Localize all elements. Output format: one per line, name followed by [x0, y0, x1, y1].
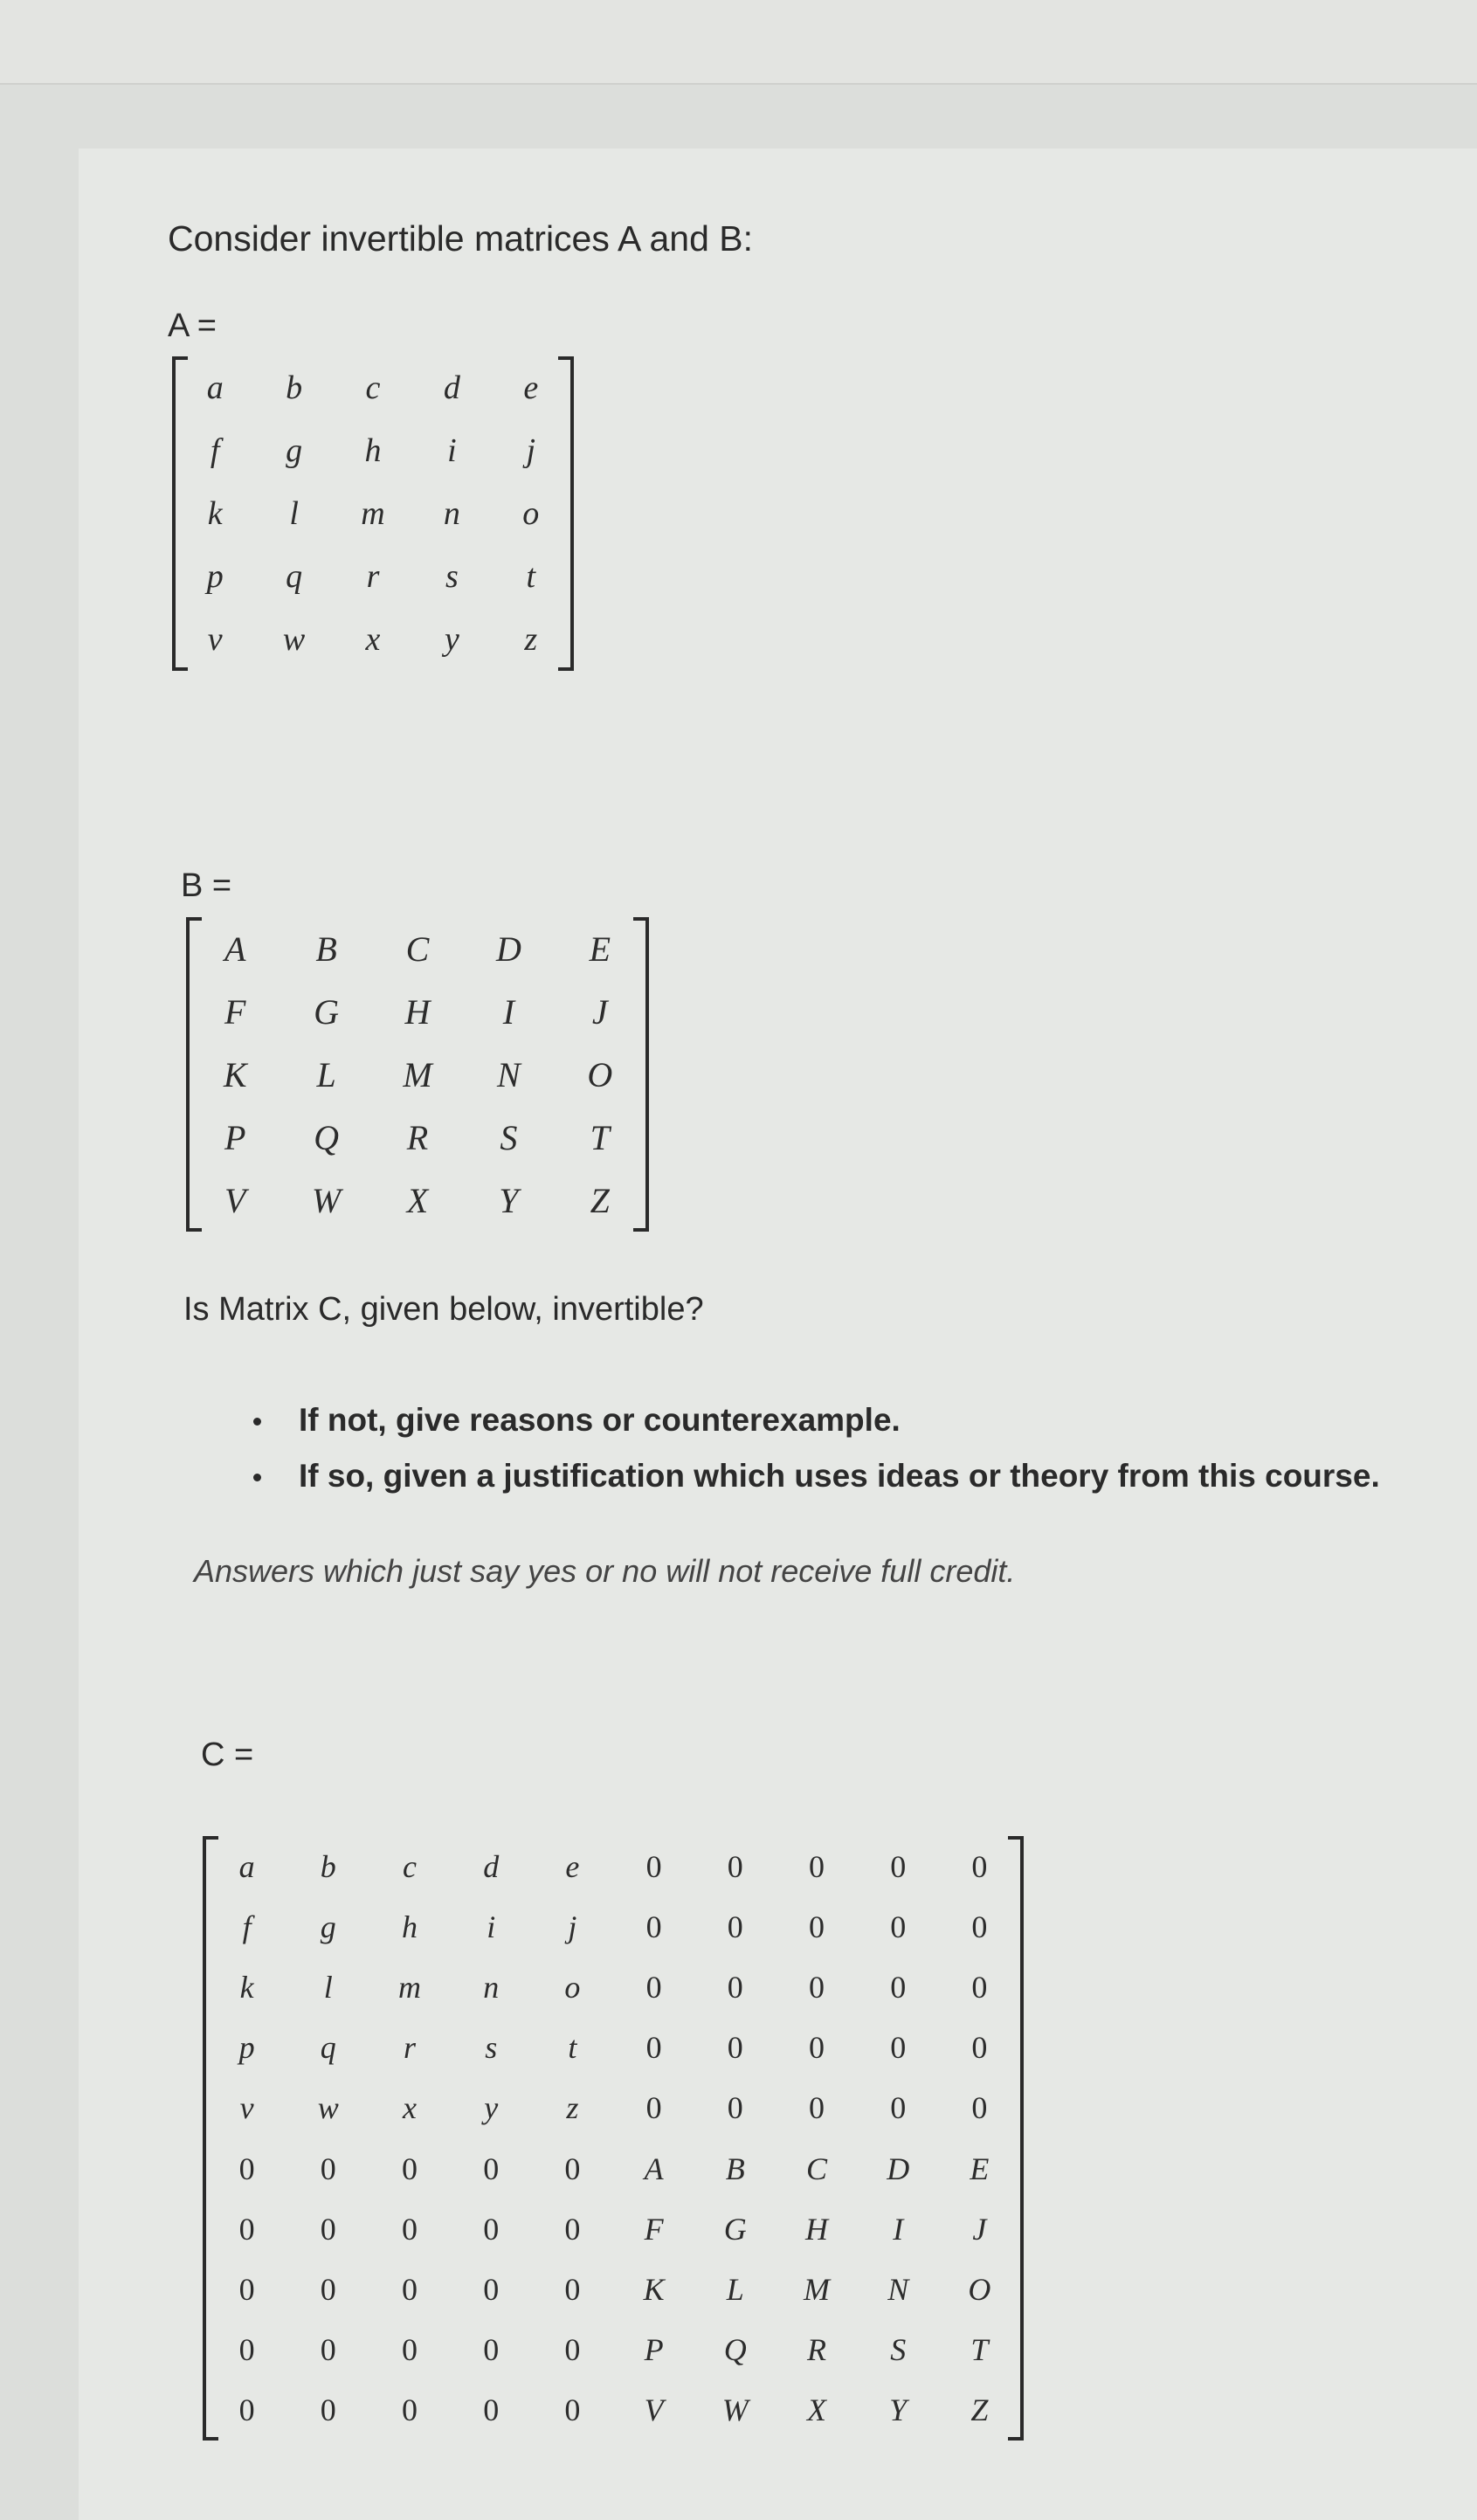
matrix-c-entry: 0 — [808, 1848, 825, 1884]
matrix-c-entry: 0 — [645, 2090, 662, 2126]
matrix-a-entry: h — [364, 432, 382, 469]
matrix-c-entry: 0 — [483, 2271, 500, 2307]
matrix-b-label: B = — [181, 867, 232, 904]
matrix-b-entry: E — [589, 929, 611, 969]
matrix-c-entry: i — [487, 1909, 496, 1944]
matrix-a-entry: s — [445, 558, 459, 595]
page-top-bar — [0, 0, 1477, 85]
matrix-a-entry: p — [206, 558, 224, 595]
matrix-c-entry: P — [644, 2332, 664, 2368]
matrix-c-entry: d — [483, 1848, 500, 1884]
matrix-b — [186, 917, 649, 1232]
matrix-b-entry: N — [497, 1054, 521, 1094]
matrix-c-entry: 0 — [890, 2090, 907, 2126]
matrix-b-entry: H — [404, 991, 431, 1032]
matrix-b-entry: W — [311, 1180, 342, 1220]
matrix-b-entry: Z — [590, 1180, 610, 1220]
credit-note: Answers which just say yes or no will not receive full credit. — [194, 1553, 1016, 1589]
matrix-a-entry: o — [522, 495, 540, 532]
matrix-c-entry: 0 — [320, 2151, 336, 2186]
matrix-c-entry: 0 — [645, 2030, 662, 2066]
matrix-c-entry: J — [972, 2211, 987, 2247]
matrix-c-entry: B — [725, 2151, 745, 2186]
matrix-b-entry: T — [590, 1117, 610, 1157]
matrix-c-entry: p — [238, 2030, 255, 2066]
matrix-c-entry: 0 — [564, 2392, 581, 2428]
matrix-c-entry: Q — [723, 2332, 747, 2368]
matrix-c-entry: 0 — [971, 1969, 988, 2005]
matrix-c-label: C = — [201, 1736, 254, 1773]
matrix-a-entry: m — [361, 495, 385, 532]
matrix-c-entry: j — [568, 1909, 577, 1944]
matrix-c-entry: 0 — [564, 2211, 581, 2247]
matrix-c-entry: c — [403, 1848, 417, 1884]
matrix-c-entry: 0 — [238, 2392, 255, 2428]
matrix-a-entry: a — [206, 369, 224, 406]
matrix-a-entry: j — [526, 432, 536, 469]
matrix-b-entry: J — [591, 991, 608, 1032]
instruction-list — [253, 1402, 1380, 1514]
matrix-a-entry: n — [443, 495, 460, 532]
matrix-b-entry: C — [405, 929, 430, 969]
matrix-c-entry: T — [970, 2332, 989, 2368]
matrix-c-entry: n — [483, 1969, 500, 2005]
matrix-c-entry: s — [485, 2030, 498, 2066]
matrix-a-entry: q — [286, 558, 303, 595]
matrix-c-entry: 0 — [483, 2211, 500, 2247]
matrix-c-entry: 0 — [971, 1909, 988, 1944]
matrix-c-entry: o — [564, 1969, 581, 2005]
matrix-c-entry: F — [644, 2211, 664, 2247]
instruction-item: If not, give reasons or counterexample. — [253, 1402, 1380, 1458]
matrix-c-entry: e — [565, 1848, 580, 1884]
matrix-a-entry: w — [282, 621, 306, 658]
matrix-a-grid — [176, 356, 570, 671]
matrix-c-entry: 0 — [401, 2332, 418, 2368]
matrix-b-entry: O — [587, 1054, 613, 1094]
matrix-c-entry: 0 — [808, 2030, 825, 2066]
matrix-c-entry: 0 — [971, 2030, 988, 2066]
question-text: Is Matrix C, given below, invertible? — [183, 1291, 704, 1328]
matrix-a-entry: y — [444, 621, 459, 658]
matrix-c-entry: b — [320, 1848, 336, 1884]
matrix-c-entry: x — [403, 2090, 417, 2126]
matrix-c-entry: 0 — [971, 1848, 988, 1884]
matrix-b-entry: D — [495, 929, 521, 969]
matrix-a-entry: z — [524, 621, 538, 658]
matrix-b-entry: K — [223, 1054, 247, 1094]
matrix-c-entry: z — [566, 2090, 579, 2126]
matrix-b-entry: R — [406, 1117, 429, 1157]
matrix-c-entry: w — [317, 2090, 339, 2126]
matrix-c-entry: 0 — [971, 2090, 988, 2126]
matrix-c-entry: g — [320, 1909, 336, 1944]
matrix-c-entry: 0 — [320, 2332, 336, 2368]
matrix-c-entry: N — [887, 2271, 909, 2307]
matrix-b-entry: I — [502, 991, 515, 1032]
matrix-b-entry: G — [314, 991, 340, 1032]
matrix-c-entry: 0 — [890, 1848, 907, 1884]
matrix-c-entry: 0 — [238, 2271, 255, 2307]
matrix-c-entry: y — [484, 2090, 499, 2126]
matrix-c-entry: 0 — [645, 1909, 662, 1944]
matrix-c-entry: 0 — [890, 1909, 907, 1944]
matrix-c-entry: L — [726, 2271, 744, 2307]
matrix-c-entry: h — [401, 1909, 418, 1944]
matrix-c-entry: G — [723, 2211, 747, 2247]
matrix-c-entry: 0 — [727, 2030, 743, 2066]
matrix-a — [172, 356, 574, 671]
matrix-c-entry: 0 — [401, 2271, 418, 2307]
matrix-c-entry: C — [805, 2151, 827, 2186]
matrix-c-entry: K — [643, 2271, 665, 2307]
matrix-c-entry: D — [887, 2151, 910, 2186]
matrix-b-entry: L — [316, 1054, 336, 1094]
matrix-a-entry: e — [523, 369, 539, 406]
matrix-a-entry: f — [210, 432, 220, 469]
matrix-c-grid — [206, 1836, 1020, 2441]
matrix-a-entry: d — [443, 369, 460, 406]
matrix-c-entry: l — [323, 1969, 333, 2005]
matrix-c-entry: A — [644, 2151, 664, 2186]
matrix-a-entry: r — [366, 558, 380, 595]
matrix-c-entry: 0 — [890, 2030, 907, 2066]
matrix-a-entry: l — [289, 495, 299, 532]
matrix-b-grid — [190, 917, 645, 1232]
matrix-c-entry: Z — [970, 2392, 989, 2428]
matrix-c-entry: 0 — [564, 2332, 581, 2368]
matrix-c-entry: a — [238, 1848, 255, 1884]
matrix-c-entry: m — [397, 1969, 421, 2005]
matrix-c — [203, 1836, 1024, 2441]
matrix-b-entry: F — [224, 991, 246, 1032]
matrix-a-entry: b — [286, 369, 303, 406]
matrix-c-entry: 0 — [320, 2271, 336, 2307]
matrix-b-entry: V — [224, 1180, 246, 1220]
matrix-b-entry: M — [403, 1054, 432, 1094]
matrix-c-entry: V — [644, 2392, 664, 2428]
matrix-c-entry: X — [806, 2392, 826, 2428]
matrix-c-entry: 0 — [483, 2151, 500, 2186]
matrix-c-entry: 0 — [890, 1969, 907, 2005]
matrix-c-entry: t — [568, 2030, 577, 2066]
matrix-c-entry: M — [803, 2271, 830, 2307]
matrix-c-entry: 0 — [483, 2392, 500, 2428]
matrix-c-entry: 0 — [401, 2151, 418, 2186]
matrix-c-entry: 0 — [808, 2090, 825, 2126]
matrix-c-entry: 0 — [564, 2271, 581, 2307]
matrix-c-entry: v — [239, 2090, 254, 2126]
matrix-c-entry: 0 — [401, 2211, 418, 2247]
matrix-c-entry: 0 — [564, 2151, 581, 2186]
matrix-a-entry: v — [207, 621, 223, 658]
matrix-c-entry: 0 — [645, 1848, 662, 1884]
matrix-c-entry: 0 — [727, 2090, 743, 2126]
matrix-a-entry: x — [365, 621, 381, 658]
matrix-c-entry: 0 — [727, 1909, 743, 1944]
matrix-c-entry: 0 — [727, 1969, 743, 2005]
matrix-c-entry: q — [320, 2030, 336, 2066]
matrix-b-entry: S — [500, 1117, 518, 1157]
matrix-c-entry: f — [242, 1909, 252, 1944]
matrix-a-entry: i — [447, 432, 457, 469]
matrix-b-entry: B — [315, 929, 337, 969]
matrix-c-entry: 0 — [401, 2392, 418, 2428]
matrix-a-label: A = — [168, 307, 217, 344]
matrix-a-entry: g — [286, 432, 303, 469]
matrix-c-entry: 0 — [320, 2392, 336, 2428]
matrix-c-entry: 0 — [727, 1848, 743, 1884]
matrix-c-entry: 0 — [808, 1909, 825, 1944]
matrix-a-entry: t — [526, 558, 536, 595]
matrix-c-entry: Y — [889, 2392, 908, 2428]
matrix-c-entry: S — [890, 2332, 907, 2368]
matrix-c-entry: H — [804, 2211, 828, 2247]
instruction-item: If so, given a justification which uses ideas or theory from this course. — [253, 1458, 1380, 1514]
matrix-a-entry: k — [207, 495, 223, 532]
matrix-c-entry: r — [403, 2030, 416, 2066]
matrix-c-entry: 0 — [238, 2332, 255, 2368]
matrix-a-entry: c — [365, 369, 381, 406]
matrix-c-entry: E — [970, 2151, 990, 2186]
matrix-c-entry: 0 — [238, 2211, 255, 2247]
matrix-c-entry: R — [806, 2332, 826, 2368]
matrix-c-entry: I — [893, 2211, 904, 2247]
matrix-b-entry: X — [406, 1180, 429, 1220]
matrix-b-entry: P — [224, 1117, 246, 1157]
matrix-c-entry: 0 — [645, 1969, 662, 2005]
matrix-b-entry: A — [224, 929, 246, 969]
matrix-c-entry: 0 — [238, 2151, 255, 2186]
intro-text: Consider invertible matrices A and B: — [168, 218, 753, 259]
matrix-c-entry: k — [239, 1969, 254, 2005]
matrix-c-entry: O — [968, 2271, 991, 2307]
matrix-c-entry: W — [721, 2392, 749, 2428]
matrix-c-entry: 0 — [483, 2332, 500, 2368]
matrix-c-entry: 0 — [808, 1969, 825, 2005]
matrix-b-entry: Y — [499, 1180, 519, 1220]
matrix-b-entry: Q — [314, 1117, 340, 1157]
matrix-c-entry: 0 — [320, 2211, 336, 2247]
